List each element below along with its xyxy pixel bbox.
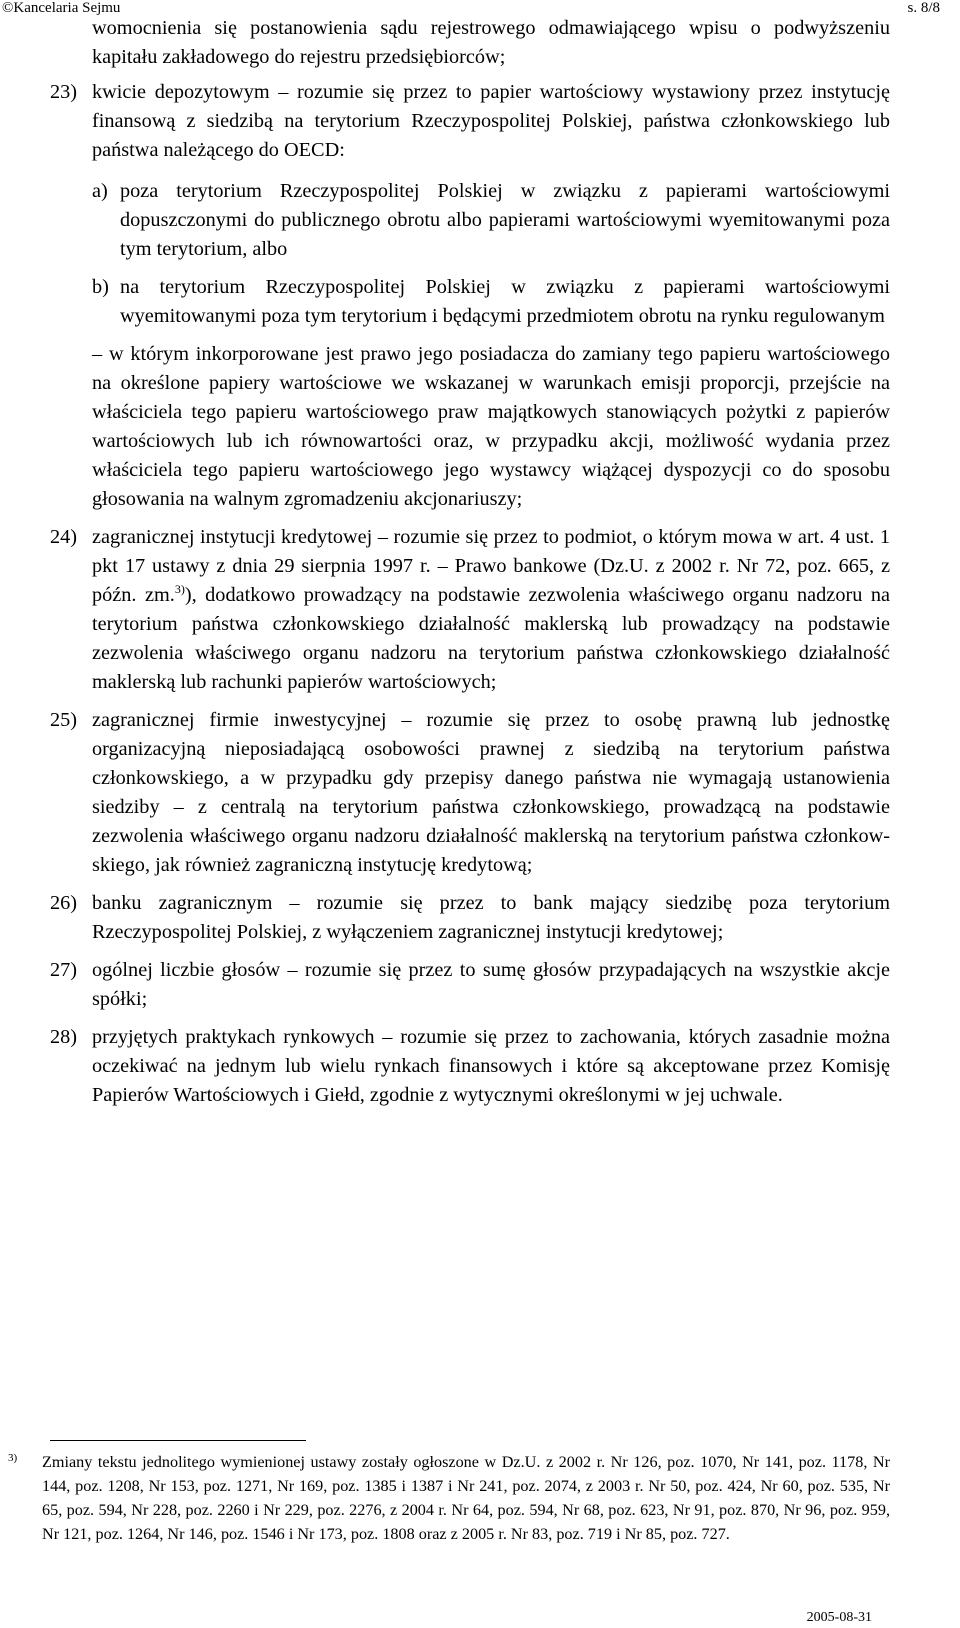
item-23-tail: – w którym inkorporowane jest prawo jego posiadacza do zamiany tego papieru wartościowego na określone papiery wartościowe we wskazanej w warunkach emisji proporcji, przejście na właściciela tego papieru wartościowego praw majątkowych stanowiących pożytki z papierów wartościowych lub ich równowartości oraz, w przypadku akcji, możliwość wydania przez właściciela tego papieru wartościowego jego wystawcy wiążącej dyspozycji co do sposobu głosowania na walnym zgromadzeniu akcjonariuszy;: [92, 343, 890, 510]
footnote: [8, 1450, 890, 1546]
document-body: [50, 14, 890, 1110]
definition-item-24: [50, 523, 890, 697]
item-number: 25): [50, 709, 78, 731]
footnote-text: Zmiany tekstu jednolitego wymienionej ustawy zostały ogłoszone w Dz.U. z 2002 r. Nr 126, poz. 1070, Nr 141, poz. 1178, Nr 144, poz. 1208, Nr 153, poz. 1271, Nr 169, poz. 1385 i 1387 i Nr 241, poz. 2074, z 2003 r. Nr 50, poz. 424, Nr 60, poz. 535, Nr 65, poz. 594, Nr 228, poz. 2260 i Nr 229, poz. 2276, z 2004 r. Nr 64, poz. 594, Nr 68, poz. 623, Nr 91, poz. 870, Nr 96, poz. 959, Nr 121, poz. 1264, Nr 146, poz. 1546 i Nr 173, poz. 1808 oraz z 2005 r. Nr 83, poz. 719 i Nr 85, poz. 727.: [42, 1453, 890, 1543]
subitem-a: [92, 177, 890, 264]
item-number: 26): [50, 892, 78, 914]
definition-item-23: [50, 78, 890, 165]
item-text: banku zagranicznym – rozumie się przez to bank mający siedzibę poza terytorium Rzeczypospolitej Polskiej, z wyłączeniem zagranicznej instytucji kredytowej;: [92, 892, 890, 943]
header-page-number: s. 8/8: [907, 0, 940, 16]
item-text: ogólnej liczbie głosów – rozumie się przez to sumę głosów przypadających na wszystkie akcje spółki;: [92, 959, 890, 1010]
item-number: 28): [50, 1026, 78, 1048]
definition-item-27: [50, 956, 890, 1014]
footnote-separator: [50, 1440, 306, 1441]
item-text: kwicie depozytowym – rozumie się przez to papier wartościowy wystawiony przez instytucję finansową z siedzibą na terytorium Rzeczypospolitej Polskiej, państwa członkowskiego lub państwa należącego do OECD:: [92, 81, 890, 161]
footer-date: 2005-08-31: [806, 1610, 872, 1625]
header-source: ©Kancelaria Sejmu: [2, 0, 121, 16]
footnote-number: 3): [8, 1452, 18, 1464]
subitem-text: na terytorium Rzeczypospolitej Polskiej w związku z papierami wartościowymi wyemitowanymi poza tym terytorium i będącymi przedmiotem obrotu na rynku regulowanym: [120, 276, 890, 327]
definition-item-25: [50, 706, 890, 880]
item-number: 23): [50, 81, 78, 103]
definition-item-28: [50, 1023, 890, 1110]
subitem-number: b): [92, 276, 109, 298]
subitem-number: a): [92, 180, 108, 202]
item-text: zagranicznej firmie inwestycyjnej – rozumie się przez to osobę prawną lub jednostkę organizacyjną nieposiadającą osobowości prawnej z siedzibą na terytorium państwa członkowskiego, a w przypadku gdy przepisy danego państwa nie wymagają ustanowienia siedziby – z centralą na terytorium państwa członkowskiego, prowadzącą na podstawie zezwolenia właściwego organu nadzoru działalność maklerską na terytorium państwa członkowskiego, jak również zagraniczną instytucję kredytową;: [92, 709, 890, 876]
subitem-text: poza terytorium Rzeczypospolitej Polskiej w związku z papierami wartościowymi dopuszczonymi do publicznego obrotu albo papierami wartościowymi wyemitowanymi poza tym terytorium, albo: [120, 180, 890, 260]
subitem-b: [92, 273, 890, 331]
item-text-continued: ), dodatkowo prowadzący na podstawie zezwolenia właściwego organu nadzoru na terytorium państwa członkowskiego działalność maklerską lub prowadzący na podstawie zezwolenia właściwego organu nadzoru na terytorium państwa członkowskiego działalność maklerską lub rachunki papierów wartościowych;: [92, 584, 890, 693]
item-text: przyjętych praktykach rynkowych – rozumie się przez to zachowania, których zasadnie można oczekiwać na jednym lub wielu rynkach finansowych i które są akceptowane przez Komisję Papierów Wartościowych i Giełd, zgodnie z wytycznymi określonymi w jej uchwale.: [92, 1026, 890, 1106]
footnote-reference: 3): [174, 582, 185, 597]
item-text: zagranicznej instytucji kredytowej – rozumie się przez to podmiot, o którym mowa w art. 4 ust. 1 pkt 17 ustawy z dnia 29 sierpnia 1997 r. – Prawo bankowe (Dz.U. z 2002 r. Nr 72, poz. 665, z późn. zm.: [92, 526, 890, 606]
item-number: 24): [50, 526, 78, 548]
intro-paragraph: womocnienia się postanowienia sądu rejestrowego odmawiającego wpisu o podwyższeniu kapitału zakładowego do rejestru przedsiębiorców;: [92, 17, 890, 68]
item-number: 27): [50, 959, 78, 981]
definition-item-26: [50, 889, 890, 947]
